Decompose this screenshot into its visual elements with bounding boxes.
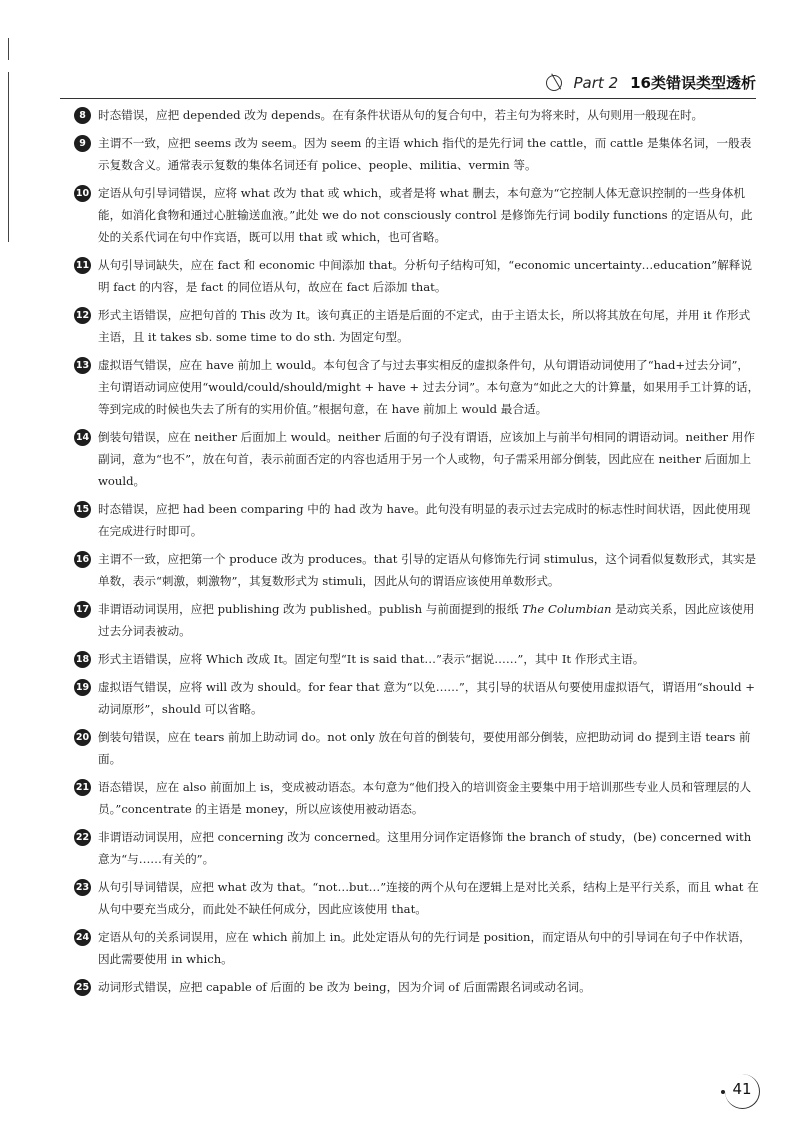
item-number: 20 <box>74 729 91 746</box>
item-number: 23 <box>74 879 91 896</box>
item-text: 主谓不一致，应把第一个 produce 改为 produces。that 引导的定语从句修饰先行词 stimulus，这个词看似复数形式，其实是单数，表示“刺激，刺激物”，其复数形式为 stimuli，因此从句的谓语应该使用单数形式。 <box>98 552 757 588</box>
item-text: 非谓语动词误用，应把 concerning 改为 concerned。这里用分词作定语修饰 the branch of study，(be) concerned with 意为“与……有关的”。 <box>98 830 752 866</box>
item-number: 14 <box>74 429 91 446</box>
answer-item <box>74 648 760 670</box>
item-text: 倒装句错误，应在 neither 后面加上 would。neither 后面的句子没有谓语，应该加上与前半句相同的谓语动词。neither 用作副词，意为“也不”，放在句首，表示前面否定的内容也适用于另一个人或物，句子需采用部分倒装，因此应在 neither 后面加上 would。 <box>98 430 755 488</box>
answer-item <box>74 182 760 248</box>
answer-item <box>74 104 760 126</box>
item-text: 从句引导词错误，应把 what 改为 that。“not…but…”连接的两个从句在逻辑上是对比关系，结构上是平行关系，而且 what 在从句中要充当成分，而此处不缺任何成分，因此应该使用 that。 <box>98 880 759 916</box>
item-number: 19 <box>74 679 91 696</box>
item-text: 虚拟语气错误，应将 will 改为 should。for fear that 意为“以免……”，其引导的状语从句要使用虚拟语气，谓语用“should + 动词原形”，should 可以省略。 <box>98 680 756 716</box>
item-text-end: 是动宾关系，因此应该使用过去分词表被动。 <box>98 602 755 638</box>
answer-item <box>74 254 760 298</box>
answer-item <box>74 426 760 492</box>
item-number: 16 <box>74 551 91 568</box>
item-number: 12 <box>74 307 91 324</box>
answer-item <box>74 826 760 870</box>
binding-rule <box>8 38 9 60</box>
item-number: 9 <box>74 135 91 152</box>
answer-list <box>74 104 760 998</box>
page-number: 41 <box>725 1074 760 1109</box>
item-text <box>98 598 760 642</box>
answer-item <box>74 926 760 970</box>
header-part: Part 2 <box>573 73 619 92</box>
header-divider <box>60 98 756 99</box>
item-text: 虚拟语气错误，应在 have 前加上 would。本句包含了与过去事实相反的虚拟条件句，从句谓语动词使用了“had+过去分词”，主句谓语动词应使用“would/could/should/might + have + 过去分词”。本句意为“如此之大的计算量，如果用手工计算的话，等到完成的时候也失去了所有的实用价值。”根据句意，在 have 前加上 would 最合适。 <box>98 358 760 416</box>
item-number: 21 <box>74 779 91 796</box>
answer-item <box>74 132 760 176</box>
item-text-start: 非谓语动词误用，应把 publishing 改为 published。publish 与前面提到的报纸 <box>98 602 523 616</box>
answer-item <box>74 598 760 642</box>
item-text: 时态错误，应把 depended 改为 depends。在有条件状语从句的复合句中，若主句为将来时，从句则用一般现在时。 <box>98 108 704 122</box>
item-text: 时态错误，应把 had been comparing 中的 had 改为 have。此句没有明显的表示过去完成时的标志性时间状语，因此使用现在完成进行时即可。 <box>98 502 751 538</box>
binding-rule <box>8 72 9 242</box>
item-text: 形式主语错误，应把句首的 This 改为 It。该句真正的主语是后面的不定式，由于主语太长，所以将其放在句尾，并用 it 作形式主语，且 it takes sb. some time to do sth. 为固定句型。 <box>98 308 751 344</box>
header-title: 16类错误类型透析 <box>630 74 756 92</box>
item-text: 语态错误，应在 also 前面加上 is，变成被动语态。本句意为“他们投入的培训资金主要集中用于培训那些专业人员和管理层的人员。”concentrate 的主语是 money，所以应该使用被动语态。 <box>98 780 752 816</box>
answer-item <box>74 726 760 770</box>
item-number: 18 <box>74 651 91 668</box>
running-header <box>546 72 756 93</box>
item-text: 倒装句错误，应在 tears 前加上助动词 do。not only 放在句首的倒装句，要使用部分倒装，应把助动词 do 提到主语 tears 前面。 <box>98 730 751 766</box>
item-number: 10 <box>74 185 91 202</box>
answer-item <box>74 498 760 542</box>
answer-item <box>74 676 760 720</box>
item-text: 动词形式错误，应把 capable of 后面的 be 改为 being，因为介词 of 后面需跟名词或动名词。 <box>98 980 591 994</box>
item-text: 定语从句的关系词误用，应在 which 前加上 in。此处定语从句的先行词是 position，而定语从句中的引导词在句子中作状语，因此需要使用 in which。 <box>98 930 751 966</box>
item-number: 11 <box>74 257 91 274</box>
item-number: 8 <box>74 107 91 124</box>
item-number: 15 <box>74 501 91 518</box>
answer-item <box>74 976 760 998</box>
item-text: 形式主语错误，应将 Which 改成 It。固定句型“It is said that…”表示“据说……”，其中 It 作形式主语。 <box>98 652 645 666</box>
item-number: 24 <box>74 929 91 946</box>
item-number: 17 <box>74 601 91 618</box>
answer-item <box>74 354 760 420</box>
answer-item <box>74 548 760 592</box>
answer-item <box>74 776 760 820</box>
newspaper-title: The Columbian <box>522 602 612 616</box>
item-number: 25 <box>74 979 91 996</box>
item-number: 13 <box>74 357 91 374</box>
answer-item <box>74 304 760 348</box>
answer-item <box>74 876 760 920</box>
item-text: 从句引导词缺失，应在 fact 和 economic 中间添加 that。分析句子结构可知，“economic uncertainty…education”解释说明 fact 的内容，是 fact 的同位语从句，故应在 fact 后添加 that。 <box>98 258 752 294</box>
item-number: 22 <box>74 829 91 846</box>
item-text: 定语从句引导词错误，应将 what 改为 that 或 which，或者是将 what 删去，本句意为“它控制人体无意识控制的一些身体机能，如消化食物和通过心脏输送血液。”此处 we do not consciously control 是修饰先行词 bodily functions 的定语从句，此处的关系代词在句中作宾语，既可以用 that 或 which，也可省略。 <box>98 186 753 244</box>
item-text: 主谓不一致，应把 seems 改为 seem。因为 seem 的主语 which 指代的是先行词 the cattle，而 cattle 是集体名词，一般表示复数含义。通常表示复数的集体名词还有 police、people、militia、vermin 等。 <box>98 136 752 172</box>
leaf-icon <box>546 75 562 91</box>
